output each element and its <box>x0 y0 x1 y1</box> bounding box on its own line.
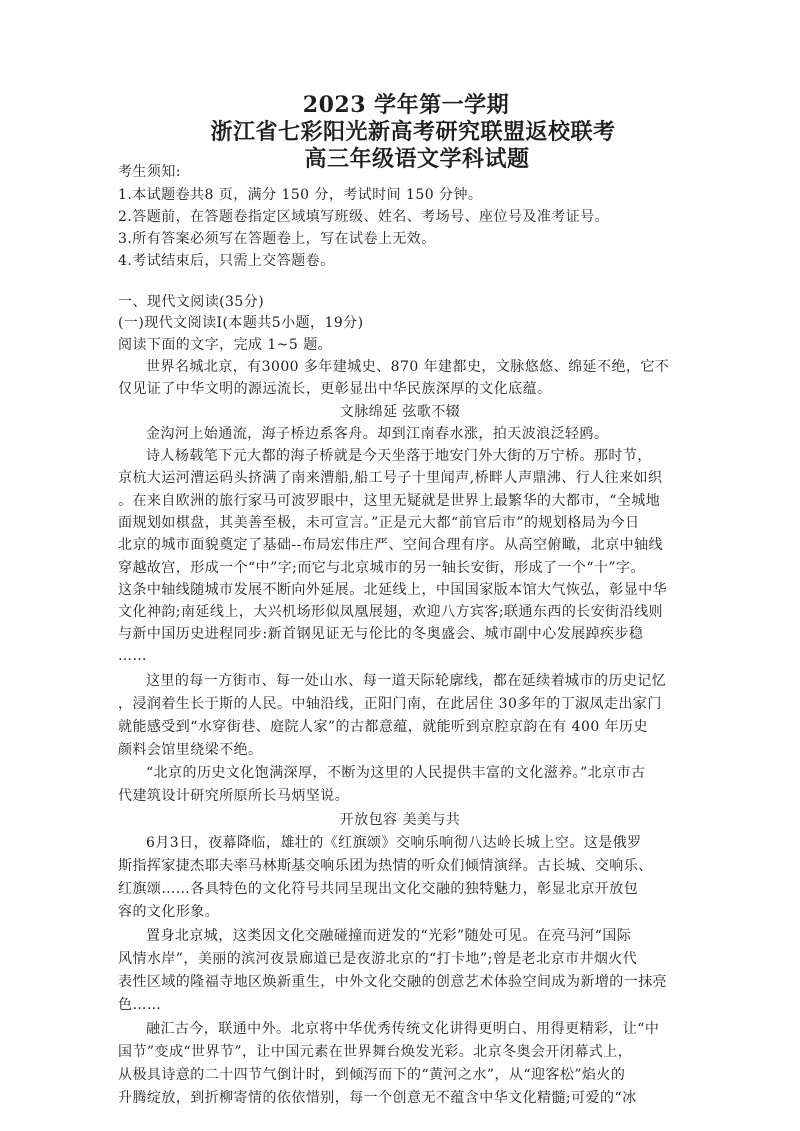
poem-line: 金沟河上始通流，海子桥边系客舟。却到江南春水涨，拍天波浪泛轻鸥。 <box>146 426 609 442</box>
paragraph-line: 融汇古今，联通中外。北京将中华优秀传统文化讲得更明白、用得更精彩，让“中 <box>146 1021 660 1037</box>
notice-item: 3.所有答案必须写在答题卷上，写在试卷上无效。 <box>118 231 436 247</box>
passage-heading: 开放包容 美美与共 <box>339 812 461 828</box>
paragraph-line: 。在来自欧洲的旅行家马可波罗眼中，这里无疑就是世界上最繁华的大都市，“全城地 <box>118 493 661 509</box>
paragraph-line: 代建筑设计研究所原所长马炳坚说。 <box>118 788 350 804</box>
paragraph-line: 穿越故宫，形成一个“中”字;而它与北京城市的另一轴长安街，形成了一个“十”字。 <box>118 560 645 576</box>
paragraph-line: 容的文化形象。 <box>118 904 220 920</box>
paragraph-line: “北京的历史文化饱满深厚，不断为这里的人民提供丰富的文化滋养。”北京市古 <box>146 765 646 781</box>
section-instruction: 阅读下面的文字，完成 1~5 题。 <box>118 337 333 353</box>
paragraph-line: 国节”变成“世界节”，让中国元素在世界舞台焕发光彩。北京冬奥会开闭幕式上， <box>118 1044 633 1060</box>
exam-title-block <box>0 92 800 173</box>
notice-heading: 考生须知: <box>118 164 181 180</box>
paragraph-line: 斯指挥家捷杰耶夫率马林斯基交响乐团为热情的听众们倾情演绎。古长城、交响乐、 <box>118 858 653 874</box>
paragraph-line: 色…… <box>118 997 162 1013</box>
paragraph-line: 风情水岸”，美丽的滨河夜景廊道已是夜游北京的“打卡地”;曾是老北京市井烟火代 <box>118 951 638 967</box>
paragraph-line: 仅见证了中华文明的源远流长，更彰显出中华民族深厚的文化底蕴。 <box>118 381 552 397</box>
paragraph-line: …… <box>118 648 147 664</box>
paragraph-line: 与新中国历史进程同步:新首钢见证无与伦比的冬奥盛会、城市副中心发展踔疾步稳 <box>118 626 644 642</box>
paragraph-line: 文化神韵;南延线上，大兴机场形似凤凰展翅，欢迎八方宾客;联通东西的长安街沿线则 <box>118 604 663 620</box>
paragraph-line: 置身北京城，这类因文化交融碰撞而迸发的“光彩”随处可见。在亮马河“国际 <box>146 928 632 944</box>
exam-term-title: 2023 学年第一学期 <box>302 92 510 118</box>
notice-item: 1.本试题卷共8 页，满分 150 分，考试时间 150 分钟。 <box>118 187 483 203</box>
paragraph-line: ，浸润着生长于斯的人民。中轴沿线，正阳门南，在此居住 30多年的丁淑凤走出家门 <box>118 696 662 712</box>
paragraph-line: 世界名城北京，有3000 多年建城史、870 年建都史，文脉悠悠、绵延不绝，它不 <box>146 359 670 375</box>
paragraph-line: 就能感受到“水穿街巷、庭院人家”的古都意蕴，就能听到京腔京韵在有 400 年历史 <box>118 719 648 735</box>
paragraph-line: 京杭大运河漕运码头挤满了南来漕船,船工号子十里闻声,桥畔人声鼎沸、行人往来如织 <box>118 470 663 486</box>
paragraph-line: 这里的每一方街市、每一处山水、每一道天际轮廓线，都在延续着城市的历史记忆 <box>146 673 667 689</box>
paragraph-line: 颜料会馆里绕梁不绝。 <box>118 742 263 758</box>
paragraph-line: 6月3日，夜幕降临，雄壮的《红旗颂》交响乐响彻八达岭长城上空。这是俄罗 <box>146 835 642 851</box>
passage-heading: 文脉绵延 弦歌不辍 <box>339 404 461 420</box>
exam-subject-title: 高三年级语文学科试题 <box>304 146 530 172</box>
notice-item: 4.考试结束后，只需上交答题卷。 <box>118 253 335 269</box>
paragraph-line: 从极具诗意的二十四节气倒计时，到倾泻而下的“黄河之水”，从“迎客松”焰火的 <box>118 1067 626 1083</box>
paragraph-line: 诗人杨载笔下元大都的海子桥就是今天坐落于地安门外大街的万宁桥。那时节， <box>146 448 652 464</box>
paragraph-line: 北京的城市面貌奠定了基础--布局宏伟庄严、空间合理有序。从高空俯瞰，北京中轴线 <box>118 537 664 553</box>
paragraph-line: 面规划如棋盘，其美善至极，未可宣言。”正是元大都“前官后市”的规划格局为今日 <box>118 515 640 531</box>
paragraph-line: 表性区域的隆福寺地区焕新重生，中外文化交融的创意艺术体验空间成为新增的一抹亮 <box>118 974 668 990</box>
paragraph-line: 红旗颂……各具特色的文化符号共同呈现出文化交融的独特魅力，彰显北京开放包 <box>118 881 639 897</box>
section-subtitle: (一)现代文阅读Ⅰ(本题共5小题，19分) <box>118 315 364 331</box>
notice-item: 2.答题前，在答题卷指定区域填写班级、姓名、考场号、座位号及准考证号。 <box>118 209 610 225</box>
exam-union-title: 浙江省七彩阳光新高考研究联盟返校联考 <box>210 119 616 145</box>
section-title: 一、现代文阅读(35分) <box>118 294 265 310</box>
paragraph-line: 升腾绽放，到折柳寄情的依依惜别，每一个创意无不蕴含中华文化精髓;可爱的“冰 <box>118 1090 637 1106</box>
paragraph-line: 这条中轴线随城市发展不断向外延展。北延线上，中国国家版本馆大气恢弘，彰显中华 <box>118 582 668 598</box>
